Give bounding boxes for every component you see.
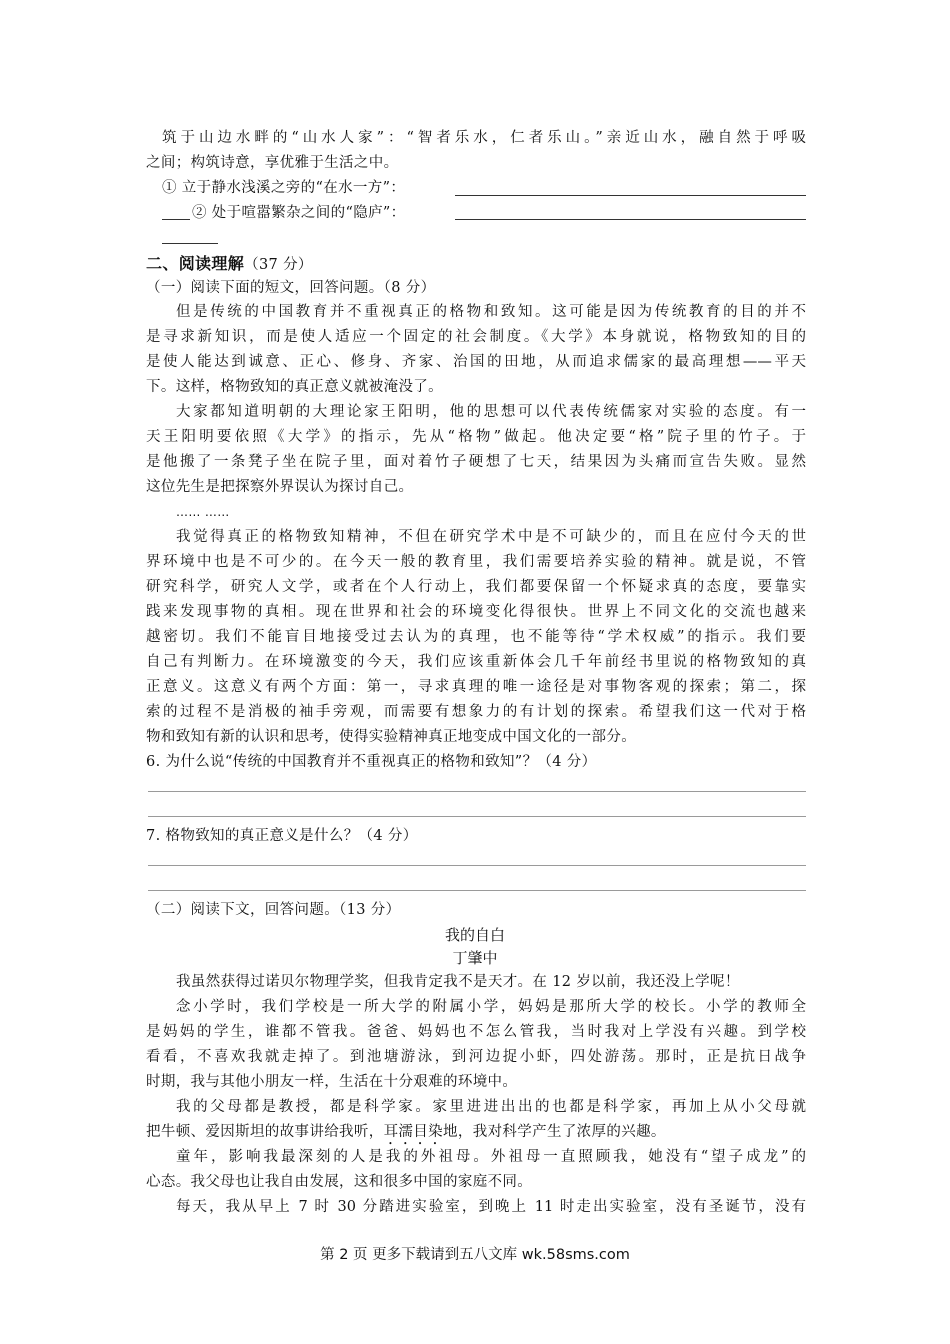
passage-2-line: 心态。我父母也让我自由发展，这和很多中国的家庭不同。 <box>146 1174 533 1190</box>
passage-2-line-part: 地， <box>443 1124 473 1140</box>
passage-2-line-part: 我对科学产生了浓厚的兴趣。 <box>472 1124 666 1140</box>
passage-2-line: 是妈妈的学生，谁都不管我。爸爸、妈妈也不怎么管我，当时我对上学没有兴趣。到学校 <box>146 1024 806 1040</box>
passage-1-line: 是他搬了一条凳子坐在院子里，面对着竹子硬想了七天，结果因为头痛而宣告失败。显然 <box>146 454 806 470</box>
passage-1-line: 研究科学，研究人文学，或者在个人行动上，我们都要保留一个怀疑求真的态度，要靠实 <box>146 579 806 595</box>
passage-1-line: 下。这样，格物致知的真正意义就被淹没了。 <box>146 379 443 395</box>
passage-1-line: 天王阳明要依照《大学》的指示，先从“格物”做起。他决定要“格”院子里的竹子。于 <box>146 429 806 445</box>
passage-1-line: 越密切。我们不能盲目地接受过去认为的真理，也不能等待“学术权威”的指示。我们要 <box>146 629 806 645</box>
passage-2-intro: （二）阅读下文，回答问题。（13 分） <box>146 902 401 918</box>
passage-2-line: 我虽然获得过诺贝尔物理学奖，但我肯定我不是天才。在 12 岁以前，我还没上学呢！ <box>176 974 740 990</box>
fill-item-1-answer-line[interactable] <box>455 195 806 196</box>
passage-2-author: 丁肇中 <box>452 949 498 967</box>
passage-1-line: 是寻求新知识，而是使人适应一个固定的社会制度。《大学》本身就说，格物致知的目的 <box>146 329 806 345</box>
fill-item-2-label: ② 处于喧嚣繁杂之间的“隐庐”： <box>192 205 406 221</box>
passage-1-line: 物和致知有新的认识和思考，使得实验精神真正地变成中国文化的一部分。 <box>146 729 637 745</box>
passage-1-line: 但是传统的中国教育并不重视真正的格物和致知。这可能是因为传统教育的目的并不 <box>176 304 806 320</box>
page-footer: 第 2 页 更多下载请到五八文库 wk.58sms.com <box>320 1247 630 1263</box>
question-6: 6. 为什么说“传统的中国教育并不重视真正的格物和致知”？（4 分） <box>146 754 597 770</box>
ellipsis: …… …… <box>176 505 230 519</box>
section-2-heading <box>146 254 313 275</box>
passage-1-line: 是使人能达到诚意、正心、修身、齐家、治国的田地，从而追求儒家的最高理想——平天 <box>146 354 806 370</box>
question-7: 7. 格物致知的真正意义是什么？（4 分） <box>146 828 418 844</box>
passage-1-line: 践来发现事物的真相。现在世界和社会的环境变化得很快。世界上不同文化的交流也越来 <box>146 604 806 620</box>
passage-2-line: 童年，影响我最深刻的人是我的外祖母。外祖母一直照顾我，她没有“望子成龙”的 <box>176 1149 806 1165</box>
section-2-points: （37 分） <box>244 257 313 273</box>
passage-1-line: 界环境中也是不可少的。在今天一般的教育里，我们需要培养实验的精神。就是说，不管 <box>146 554 806 570</box>
passage-2-line: 念小学时，我们学校是一所大学的附属小学，妈妈是那所大学的校长。小学的教师全 <box>176 999 806 1015</box>
passage-1-line: 这位先生是把探察外界误认为探讨自己。 <box>146 479 414 495</box>
passage-1-line: 我觉得真正的格物致知精神，不但在研究学术中是不可缺少的，而且在应付今天的世 <box>176 529 806 545</box>
question-6-answer-line-1[interactable] <box>148 791 806 792</box>
passage-2-line: 看看，不喜欢我就走掉了。到池塘游泳，到河边捉小虾，四处游荡。那时，正是抗日战争 <box>146 1049 806 1065</box>
passage-1-line: 自己有判断力。在环境激变的今天，我们应该重新体会几千年前经书里说的格物致知的真 <box>146 654 806 670</box>
passage-2-line-part: 把牛顿、爱因斯坦的故事讲给我听， <box>146 1124 384 1140</box>
passage-2-line: 时期，我与其他小朋友一样，生活在十分艰难的环境中。 <box>146 1074 518 1090</box>
fill-item-2-answer-line[interactable] <box>455 219 806 220</box>
intro-line-2: 之间；构筑诗意，享优雅于生活之中。 <box>146 155 399 171</box>
passage-2-line: 每天，我从早上 7 时 30 分踏进实验室，到晚上 11 时走出实验室，没有圣诞节，没有 <box>176 1199 806 1215</box>
passage-1-intro: （一）阅读下面的短文，回答问题。（8 分） <box>146 280 436 296</box>
passage-2-line-with-emphasis <box>146 1122 666 1148</box>
emphasized-idiom: 耳濡目染 <box>383 1124 444 1140</box>
question-7-answer-line-2[interactable] <box>148 890 806 891</box>
fill-item-2-continuation-line <box>162 243 218 244</box>
passage-2-line: 我的父母都是教授，都是科学家。家里进进出出的也都是科学家，再加上从小父母就 <box>176 1099 806 1115</box>
question-6-answer-line-2[interactable] <box>148 816 806 817</box>
passage-1-line: 正意义。这意义有两个方面：第一，寻求真理的唯一途径是对事物客观的探索；第二，探 <box>146 679 806 695</box>
fill-item-2-prefix-line <box>162 219 190 220</box>
fill-item-1-label: ① 立于静水浅溪之旁的“在水一方”： <box>162 180 406 196</box>
question-7-answer-line-1[interactable] <box>148 865 806 866</box>
passage-1-line: 大家都知道明朝的大理论家王阳明，他的思想可以代表传统儒家对实验的态度。有一 <box>176 404 806 420</box>
section-2-title: 二、阅读理解 <box>146 254 245 273</box>
intro-line-1: 筑于山边水畔的“山水人家”：“智者乐水，仁者乐山。”亲近山水，融自然于呼吸 <box>162 130 806 146</box>
passage-1-line: 索的过程不是消极的袖手旁观，而需要有想象力的有计划的探索。希望我们这一代对于格 <box>146 704 806 720</box>
passage-2-title: 我的自白 <box>444 926 505 944</box>
